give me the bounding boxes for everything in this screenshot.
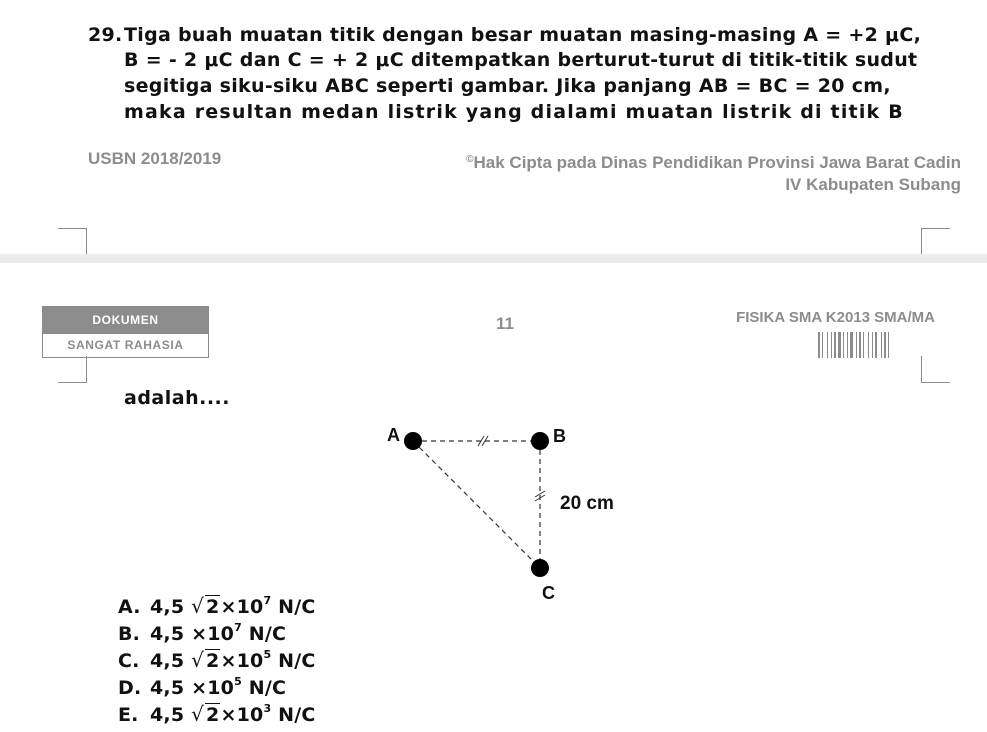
option-a[interactable] — [118, 594, 316, 618]
footer-exam-label: USBN 2018/2019 — [88, 149, 222, 168]
option-sqrt: 2 — [206, 650, 220, 672]
point-b — [531, 432, 549, 450]
option-coef: 4,5 — [150, 704, 185, 726]
option-sqrt: 2 — [206, 704, 220, 726]
triangle-diagram — [380, 415, 660, 615]
option-unit: N/C — [248, 677, 287, 699]
option-exp: 7 — [234, 621, 242, 634]
question-continuation: adalah.... — [124, 387, 230, 409]
option-unit: N/C — [248, 623, 287, 645]
option-letter: C. — [118, 650, 140, 672]
option-e[interactable] — [118, 702, 316, 726]
option-letter: E. — [118, 704, 139, 726]
point-a — [404, 432, 422, 450]
option-letter: A. — [118, 596, 141, 618]
option-exp: 7 — [263, 594, 272, 607]
point-c — [531, 559, 549, 577]
footer-copyright-line1: Hak Cipta pada Dinas Pendidikan Provinsi Jawa Barat Cadin — [473, 153, 961, 172]
page-number: 11 — [496, 314, 514, 333]
secret-label: SANGAT RAHASIA — [42, 333, 209, 358]
copyright-symbol: © — [466, 154, 474, 165]
option-letter: D. — [118, 677, 142, 699]
label-b: B — [553, 426, 566, 446]
option-d[interactable] — [118, 675, 286, 699]
crop-mark-bottom-left — [58, 356, 87, 383]
option-times: ×10 — [220, 650, 264, 672]
option-exp: 5 — [234, 675, 242, 688]
option-letter: B. — [118, 623, 141, 645]
option-times: ×10 — [220, 596, 264, 618]
question-line-2: B = - 2 μC dan C = + 2 μC ditempatkan berturut-turut di titik-titik sudut — [124, 49, 918, 71]
option-exp: 5 — [263, 648, 272, 661]
footer-copyright — [361, 149, 961, 196]
option-unit: N/C — [278, 704, 316, 726]
option-exp: 3 — [263, 702, 272, 715]
crop-mark-top-left — [58, 228, 87, 255]
label-c: C — [542, 583, 555, 603]
crop-mark-top-right — [921, 228, 950, 255]
option-coef: 4,5 — [150, 677, 185, 699]
option-coef: 4,5 — [150, 623, 185, 645]
side-ac — [413, 441, 540, 568]
footer-copyright-line2: IV Kabupaten Subang — [785, 175, 961, 194]
crop-mark-bottom-right — [921, 356, 950, 383]
question-number: 29. — [88, 24, 123, 46]
option-b[interactable] — [118, 621, 286, 645]
option-times: ×10 — [191, 677, 235, 699]
barcode-icon — [818, 332, 934, 358]
subject-label: FISIKA SMA K2013 SMA/MA — [736, 309, 935, 326]
sqrt-icon: √ — [191, 648, 205, 672]
option-c[interactable] — [118, 648, 316, 672]
option-times: ×10 — [220, 704, 264, 726]
document-label: DOKUMEN — [42, 306, 209, 333]
question-line-4: maka resultan medan listrik yang dialami muatan listrik di titik B — [124, 101, 904, 123]
option-coef: 4,5 — [150, 650, 185, 672]
option-times: ×10 — [191, 623, 235, 645]
sqrt-icon: √ — [191, 594, 205, 618]
question-line-3: segitiga siku-siku ABC seperti gambar. Jika panjang AB = BC = 20 cm, — [124, 75, 891, 97]
question-line-1: Tiga buah muatan titik dengan besar muatan masing-masing A = +2 μC, — [124, 24, 922, 46]
option-sqrt: 2 — [206, 596, 220, 618]
page-separator — [0, 254, 987, 263]
sqrt-icon: √ — [191, 702, 205, 726]
option-coef: 4,5 — [150, 596, 185, 618]
option-unit: N/C — [278, 650, 316, 672]
option-unit: N/C — [278, 596, 316, 618]
label-a: A — [387, 425, 400, 445]
length-label: 20 cm — [560, 493, 614, 514]
